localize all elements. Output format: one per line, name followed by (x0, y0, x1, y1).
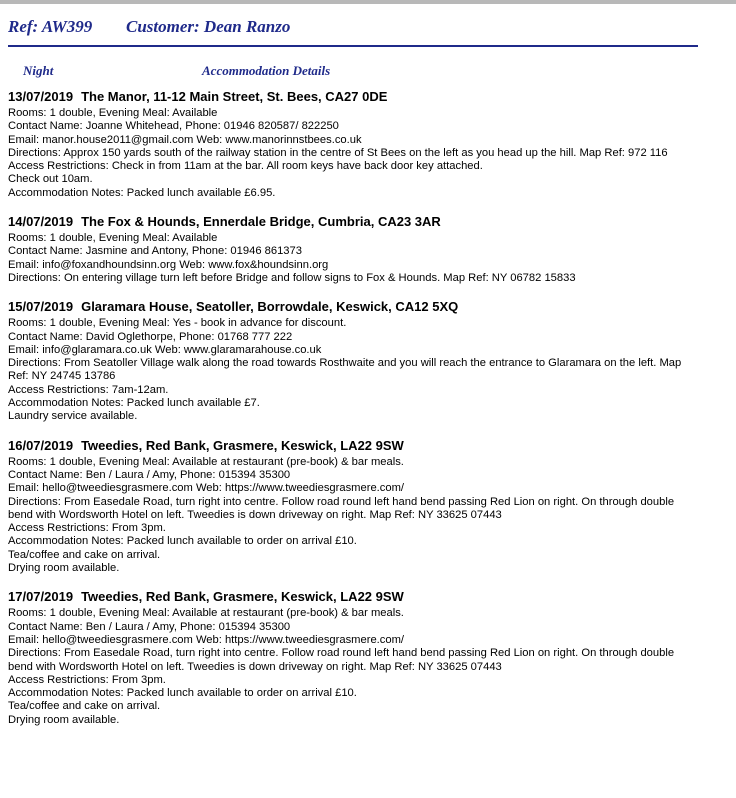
detail-line: Email: info@foxandhoundsinn.org Web: www.fox&houndsinn.org (8, 258, 329, 271)
detail-line: Accommodation Notes: Packed lunch available £6.95. (8, 186, 276, 199)
detail-line: Directions: Approx 150 yards south of the railway station in the centre of St Bees on the left as you head up the hill. Map Ref: 972 116 (8, 146, 668, 159)
detail-line: Access Restrictions: From 3pm. (8, 673, 166, 686)
detail-line: Rooms: 1 double, Evening Meal: Yes - book in advance for discount. (8, 317, 347, 330)
detail-line: Access Restrictions: Check in from 11am at the bar. All room keys have back door key attached. (8, 160, 483, 173)
booking-reference: Ref: AW399 (8, 17, 93, 36)
detail-line: Email: hello@tweediesgrasmere.com Web: https://www.tweediesgrasmere.com/ (8, 633, 405, 646)
detail-line: Access Restrictions: 7am-12am. (8, 383, 169, 396)
detail-line: Drying room available. (8, 713, 120, 726)
detail-line: Contact Name: Jasmine and Antony, Phone: 01946 861373 (8, 245, 302, 258)
detail-line: Contact Name: Ben / Laura / Amy, Phone: 015394 35300 (8, 620, 291, 633)
detail-line: Accommodation Notes: Packed lunch available £7. (8, 397, 260, 410)
detail-line: Rooms: 1 double, Evening Meal: Available (8, 107, 218, 119)
detail-line: Rooms: 1 double, Evening Meal: Available at restaurant (pre-book) & bar meals. (8, 607, 404, 620)
accommodation-name: The Manor, 11-12 Main Street, St. Bees, CA27 0DE (81, 89, 388, 104)
top-border (0, 0, 736, 4)
detail-line: Tea/coffee and cake on arrival. (8, 548, 161, 561)
detail-line: Drying room available. (8, 562, 120, 575)
night-date: 16/07/2019 (8, 437, 74, 453)
detail-line: Tea/coffee and cake on arrival. (8, 700, 161, 713)
accommodation-name: The Fox & Hounds, Ennerdale Bridge, Cumbria, CA23 3AR (81, 214, 441, 230)
detail-line: Directions: From Easedale Road, turn right into centre. Follow road round left hand bend passing Red Lion on right. On through double bend with Wordsworth Hotel on left. Tweedies is down driveway on right. Map Ref: NY 33625 07443 (8, 495, 675, 521)
entry-title (8, 588, 698, 605)
entry-title (8, 213, 698, 230)
column-header-accommodation-details: Accommodation Details (202, 63, 331, 78)
detail-line: Contact Name: Joanne Whitehead, Phone: 01946 820587/ 822250 (8, 120, 339, 133)
entry-title (8, 437, 698, 454)
accommodation-name: Glaramara House, Seatoller, Borrowdale, Keswick, CA12 5XQ (81, 299, 459, 315)
night-date: 15/07/2019 (8, 299, 74, 315)
detail-line: Directions: From Seatoller Village walk along the road towards Rosthwaite and you will reach the entrance to Glaramara on the left. Map Ref: NY 24745 13786 (8, 357, 682, 383)
detail-line: Email: hello@tweediesgrasmere.com Web: https://www.tweediesgrasmere.com/ (8, 482, 405, 495)
detail-line: Laundry service available. (8, 410, 138, 423)
accommodation-entry (8, 437, 698, 576)
detail-line: Rooms: 1 double, Evening Meal: Available at restaurant (pre-book) & bar meals. (8, 455, 404, 468)
accommodation-name: Tweedies, Red Bank, Grasmere, Keswick, LA22 9SW (81, 437, 404, 453)
column-header-night: Night (23, 63, 54, 78)
detail-line: Check out 10am. (8, 173, 93, 186)
accommodation-list (8, 88, 698, 740)
night-date: 14/07/2019 (8, 214, 74, 230)
accommodation-entry (8, 298, 698, 423)
accommodation-entry (8, 213, 698, 285)
detail-line: Access Restrictions: From 3pm. (8, 522, 166, 535)
detail-line: Email: info@glaramara.co.uk Web: www.glaramarahouse.co.uk (8, 343, 322, 356)
accommodation-entry (8, 588, 698, 727)
detail-line: Contact Name: Ben / Laura / Amy, Phone: 015394 35300 (8, 468, 291, 481)
detail-line: Rooms: 1 double, Evening Meal: Available (8, 232, 218, 245)
detail-line: Directions: From Easedale Road, turn right into centre. Follow road round left hand bend passing Red Lion on right. On through double bend with Wordsworth Hotel on left. Tweedies is down driveway on right. Map Ref: NY 33625 07443 (8, 647, 675, 673)
accommodation-name: Tweedies, Red Bank, Grasmere, Keswick, LA22 9SW (81, 589, 404, 605)
customer-name: Customer: Dean Ranzo (126, 17, 291, 36)
detail-line: Contact Name: David Oglethorpe, Phone: 01768 777 222 (8, 330, 293, 343)
document-header (8, 15, 698, 47)
accommodation-entry (8, 88, 698, 200)
entry-title (8, 298, 698, 315)
night-date: 13/07/2019 (8, 89, 74, 104)
entry-title (8, 88, 698, 105)
night-date: 17/07/2019 (8, 589, 74, 605)
detail-line: Accommodation Notes: Packed lunch available to order on arrival £10. (8, 687, 357, 700)
detail-line: Accommodation Notes: Packed lunch available to order on arrival £10. (8, 535, 357, 548)
detail-line: Directions: On entering village turn left before Bridge and follow signs to Fox & Hounds. Map Ref: NY 06782 15833 (8, 271, 576, 284)
detail-line: Email: manor.house2011@gmail.com Web: www.manorinnstbees.co.uk (8, 133, 362, 146)
